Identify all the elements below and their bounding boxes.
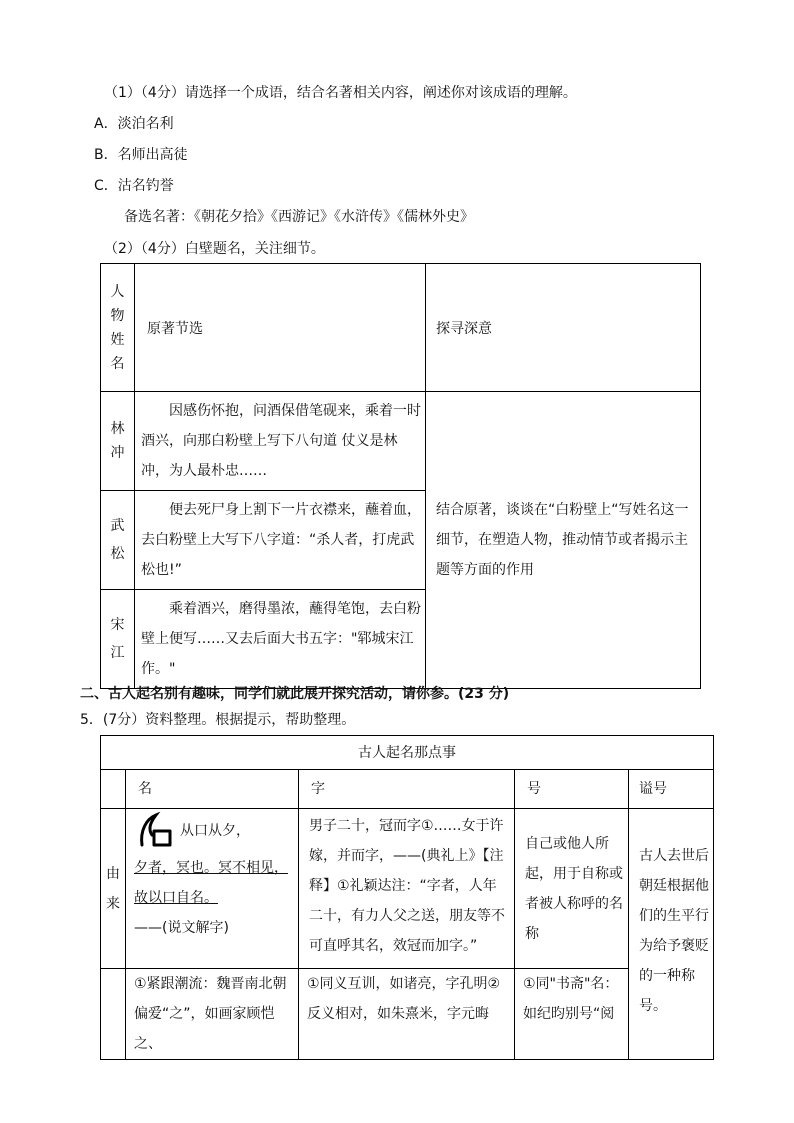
q1-prompt: （1）（4分）请选择一个成语，结合名著相关内容，阐述你对该成语的理解。 — [104, 85, 577, 101]
row-name-songjiang: 宋江 — [101, 590, 135, 689]
hao-origin: 自己或他人所起，用于自称或者被人称呼的名称 — [515, 809, 629, 969]
ming-examples: ①紧跟潮流：魏晋南北朝偏爱“之”，如画家顾恺之、 — [126, 969, 299, 1060]
explore-answer-prompt: 结合原著，谈谈在“白粉壁上“写姓名这一细节，在塑造人物，推动情节或者揭示主题等方面的作用 — [426, 392, 701, 689]
col-header-zi: 字 — [299, 770, 515, 809]
q1-books: 备选名著：《朝花夕拾》《西游记》《水浒传》《儒林外史》 — [124, 209, 474, 225]
q5-prompt: 5．(7分）资料整理。根据提示，帮助整理。 — [80, 712, 356, 728]
ming-origin-part2: 夕者，冥也。冥不相见，故以口自名。 — [134, 860, 288, 906]
zi-examples: ①同义互训，如诸亮，字孔明②反义相对，如朱熹米，字元晦 — [299, 969, 515, 1060]
q1-option-c: C．沽名钓誉 — [94, 178, 174, 194]
q1-option-a: A．淡泊名利 — [94, 116, 174, 132]
col-header-ming: 名 — [126, 770, 299, 809]
row-label-empty — [101, 969, 126, 1060]
col-header-shihao: 谥号 — [629, 770, 714, 809]
row-label-origin: 由来 — [101, 809, 126, 969]
q5-table-title: 古人起名那点事 — [101, 736, 714, 770]
q2-prompt: （2）（4分）白壁题名，关注细节。 — [104, 241, 325, 257]
q2-table — [100, 263, 701, 689]
row-name-wusong: 武松 — [101, 491, 135, 590]
hao-examples: ①同"书斋"名：如纪昀别号“阅 — [515, 969, 629, 1060]
ming-origin-part1: 从口从夕， — [180, 823, 250, 839]
ancient-ming-character-icon — [134, 811, 178, 851]
row-name-linchong: 林冲 — [101, 392, 135, 491]
col-header-hao: 号 — [515, 770, 629, 809]
zi-origin: 男子二十，冠而字①……女于许嫁，并而字，——(典礼上》【注释】①礼颖达注：“字者，人年二十，有力人父之送，朋友等不可直呼其名，效冠而加字。” — [299, 809, 515, 969]
header-name: 人物姓名 — [101, 264, 135, 392]
section-2-heading: 二、古人起名别有趣味，同学们就此展开探究活动，请你参。(23 分) — [80, 686, 510, 702]
ming-origin-source: ——(说文解字) — [134, 920, 229, 936]
shihao-origin: 古人去世后朝廷根据他们的生平行为给予褒贬的一种称号。 — [629, 809, 714, 1060]
ming-origin — [126, 809, 299, 969]
header-excerpt: 原著节选 — [135, 264, 426, 392]
row-excerpt-linchong: 因感伤怀抱，问酒保借笔砚来，乘着一时酒兴，向那白粉壁上写下八句道 仗义是林冲，为人最朴忠…… — [135, 392, 426, 491]
row-excerpt-wusong: 便去死尸身上割下一片衣襟来，蘸着血，去白粉壁上大写下八字道：“杀人者，打虎武松也!” — [135, 491, 426, 590]
q1-option-b: B．名师出高徒 — [94, 147, 188, 163]
row-excerpt-songjiang: 乘着酒兴，磨得墨浓，蘸得笔饱，去白粉壁上便写……又去后面大书五字："郓城宋江作。" — [135, 590, 426, 689]
header-explore: 探寻深意 — [426, 264, 701, 392]
q5-table — [100, 735, 714, 1060]
corner-cell — [101, 770, 126, 809]
